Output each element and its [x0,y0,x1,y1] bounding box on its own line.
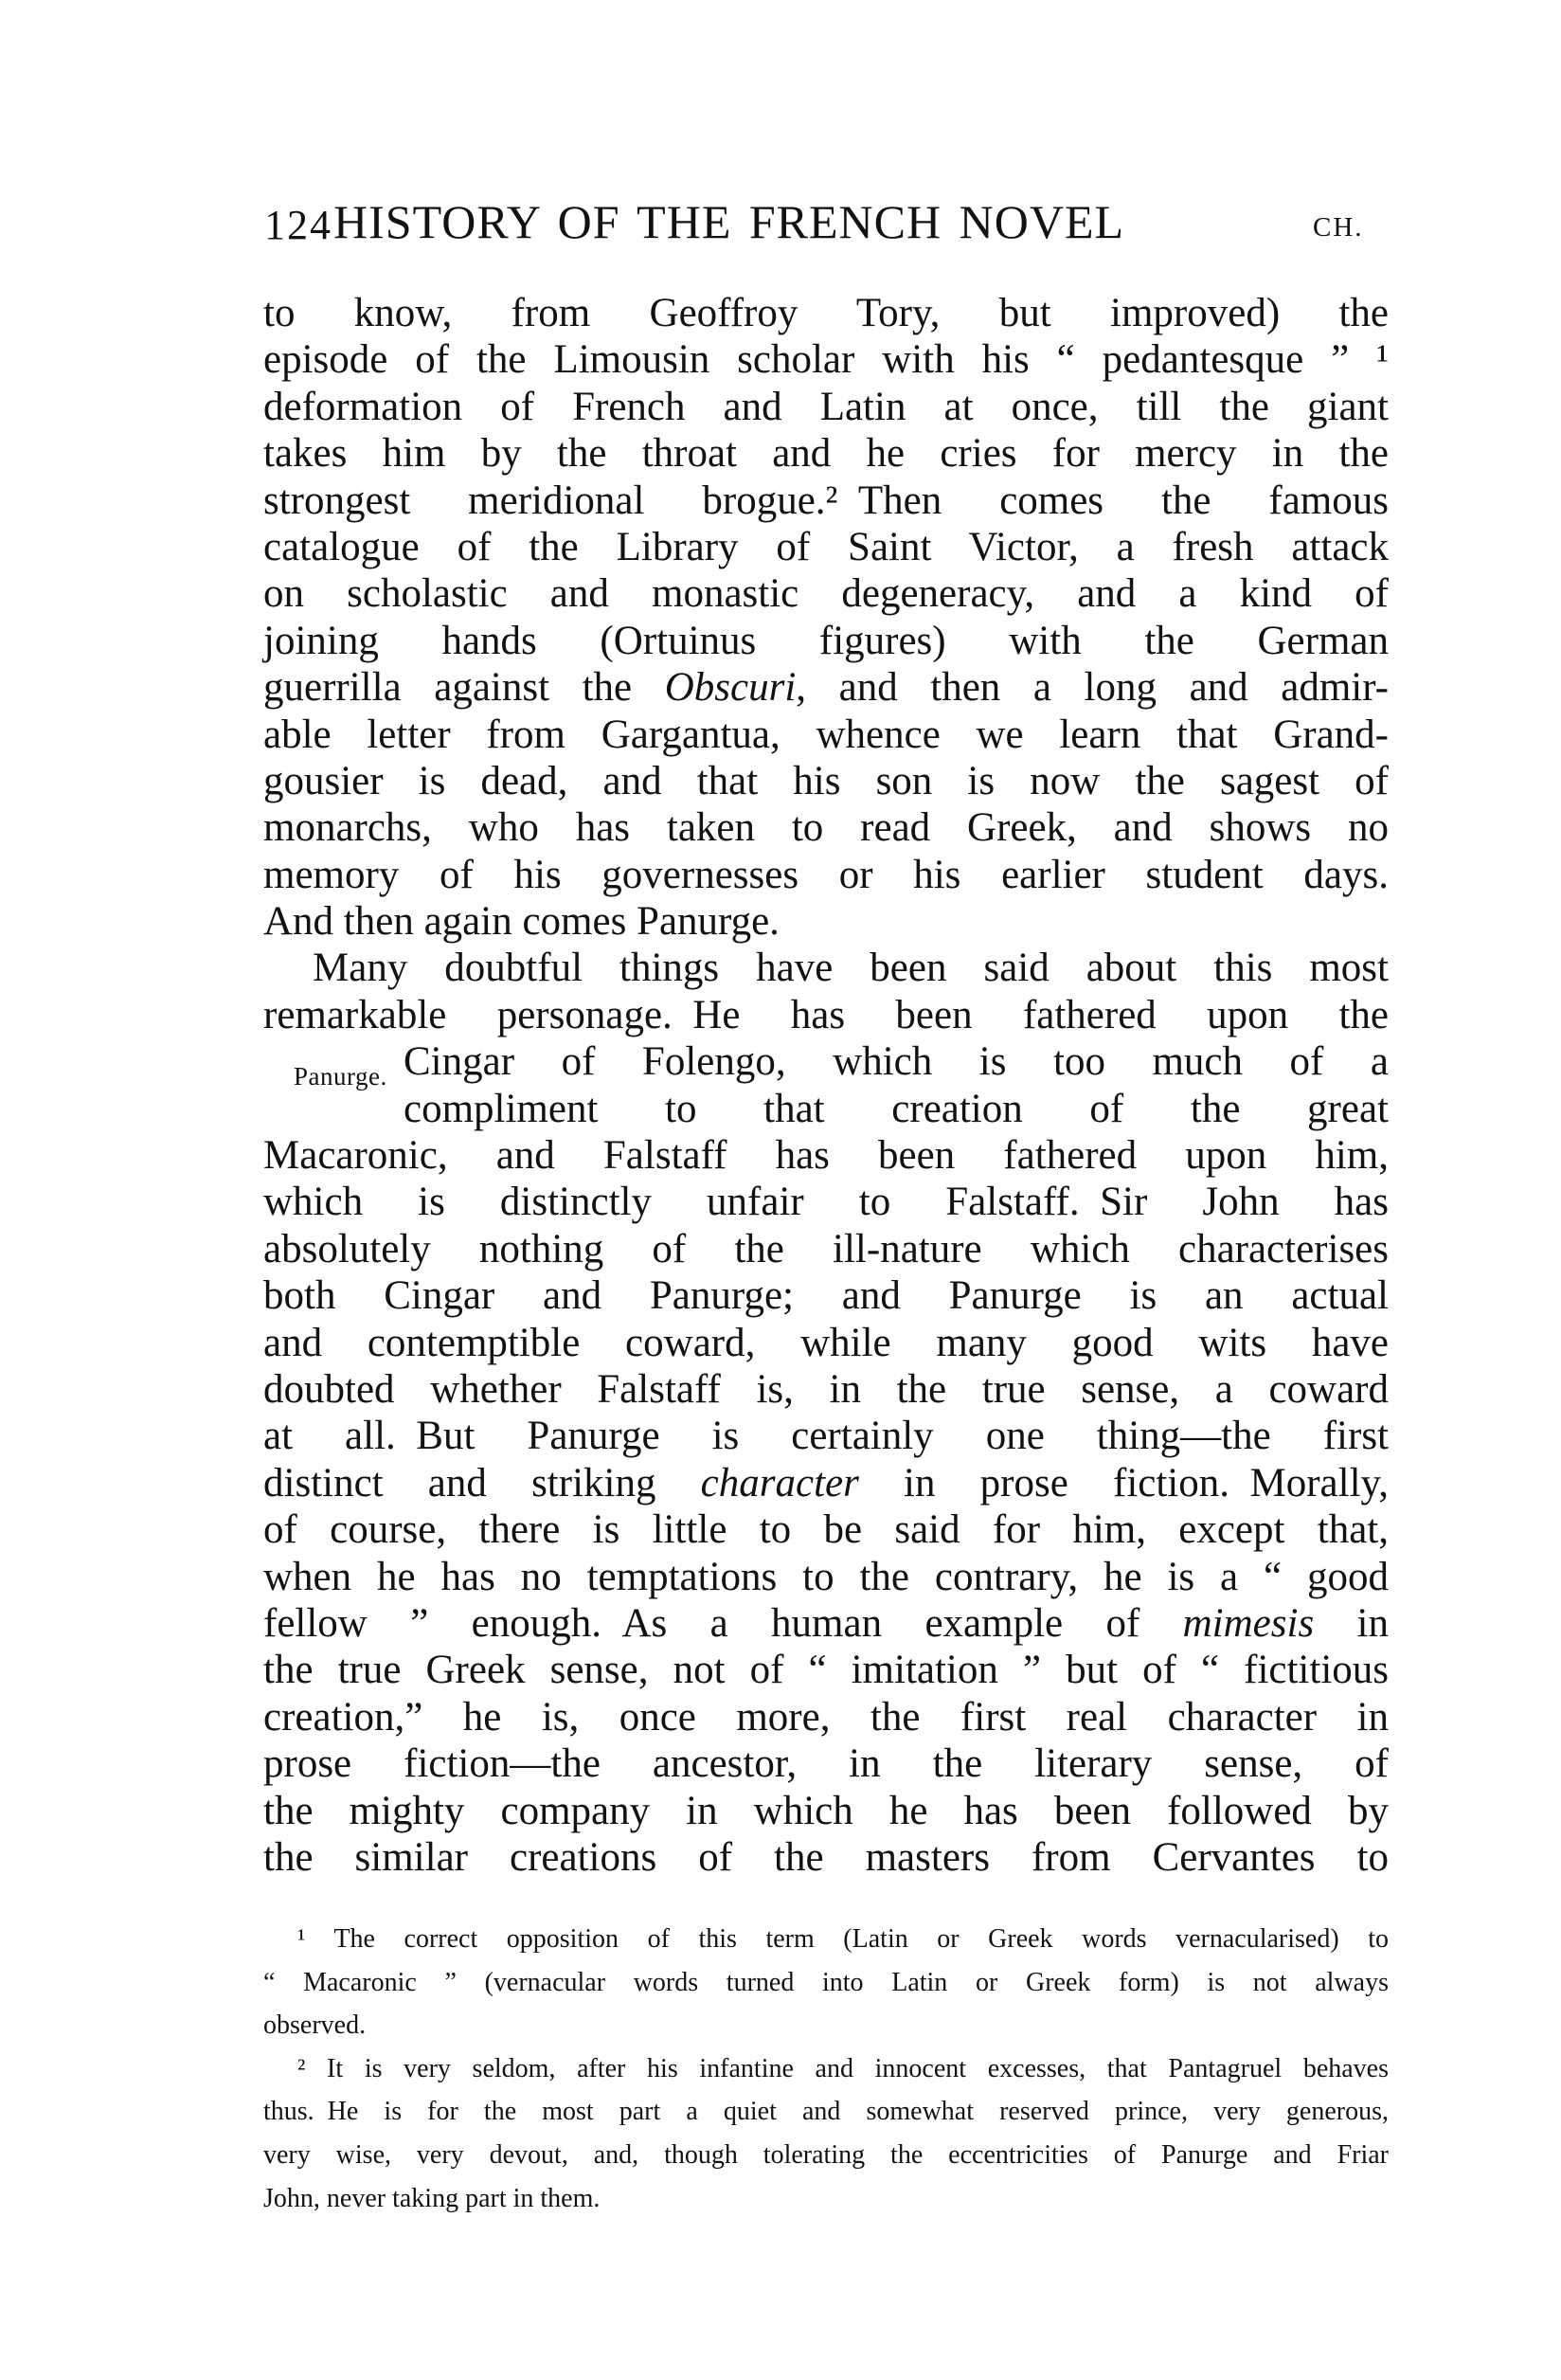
footnotes [263,1918,1389,2220]
footnote-line: ² It is very seldom, after his infantine and innocent excesses, that Pantagruel behaves [297,2053,1389,2083]
body-text-line: remarkable personage. He has been fathered upon the [263,992,1389,1037]
body-text-line: deformation of French and Latin at once, till the giant [263,384,1389,429]
page-number: 124 [264,202,332,248]
body-text-line: creation,” he is, once more, the first real character in [263,1694,1389,1740]
body-text-line: and contemptible coward, while many good wits have [263,1320,1389,1365]
body-text-line: doubted whether Falstaff is, in the true sense, a coward [263,1366,1389,1412]
body-text-line: the mighty company in which he has been followed by [263,1788,1389,1833]
body-text-line: prose fiction—the ancestor, in the literary sense, of [263,1741,1389,1787]
footnote-line: thus. He is for the most part a quiet and somewhat reserved prince, very generous, [263,2097,1389,2127]
body-text-line: at all. But Panurge is certainly one thing—the first [263,1414,1389,1459]
body-text-line: able letter from Gargantua, whence we learn that Grand- [263,712,1389,757]
margin-note-panurge: Panurge. [294,1062,387,1091]
body-text-line: fellow ” enough. As a human example of mimesis in [263,1600,1389,1646]
body-text-line: memory of his governesses or his earlier student days. [263,852,1389,897]
body-text-line: on scholastic and monastic degeneracy, and a kind of [263,571,1389,617]
body-text [263,290,1389,1881]
body-text-line: episode of the Limousin scholar with his “ pedantesque ” ¹ [263,337,1389,383]
body-text-line: to know, from Geoffroy Tory, but improved) the [263,291,1389,335]
body-text-line: strongest meridional brogue.² Then comes the famous [263,478,1389,523]
body-text-line: Macaronic, and Falstaff has been fathered upon him, [263,1133,1389,1179]
running-head-title: HISTORY OF THE FRENCH NOVEL [333,195,1125,248]
body-text-line: the similar creations of the masters from Cervantes to [263,1834,1389,1880]
body-text-line: when he has no temptations to the contrary, he is a “ good [263,1554,1389,1599]
body-text-line: which is distinctly unfair to Falstaff. Sir John has [263,1180,1389,1225]
footnote-line: very wise, very devout, and, though tolerating the eccentricities of Panurge and Friar [263,2139,1389,2170]
body-text-line: distinct and striking character in prose fiction. Morally, [263,1460,1389,1506]
footnote-line: John, never taking part in them. [263,2183,601,2213]
body-text-line: catalogue of the Library of Saint Victor, a fresh attack [263,524,1389,569]
body-text-line: takes him by the throat and he cries for mercy in the [263,431,1389,477]
body-text-line: Many doubtful things have been said about this most [313,946,1389,991]
body-text-line: of course, there is little to be said for him, except that, [263,1507,1389,1553]
body-text-line: joining hands (Ortuinus figures) with the German [263,618,1389,663]
body-text-line: And then again comes Panurge. [263,899,780,945]
body-text-line: both Cingar and Panurge; and Panurge is an actual [263,1273,1389,1319]
body-text-line: monarchs, who has taken to read Greek, and shows no [263,805,1389,851]
body-text-line: compliment to that creation of the great [404,1086,1389,1131]
body-text-line: the true Greek sense, not of “ imitation ” but of “ fictitious [263,1648,1389,1693]
footnote-line: observed. [263,2010,367,2041]
footnote-line: “ Macaronic ” (vernacular words turned into Latin or Greek form) is not always [263,1967,1389,1997]
footnote-line: ¹ The correct opposition of this term (Latin or Greek words vernacularised) to [297,1924,1389,1954]
running-head-chapter-label: CH. [1313,212,1364,243]
body-text-line: absolutely nothing of the ill-nature which characterises [263,1226,1389,1271]
body-text-line: Cingar of Folengo, which is too much of a [404,1039,1389,1085]
body-text-line: gousier is dead, and that his son is now the sagest of [263,758,1389,803]
body-text-line: guerrilla against the Obscuri, and then a long and admir- [263,665,1389,711]
